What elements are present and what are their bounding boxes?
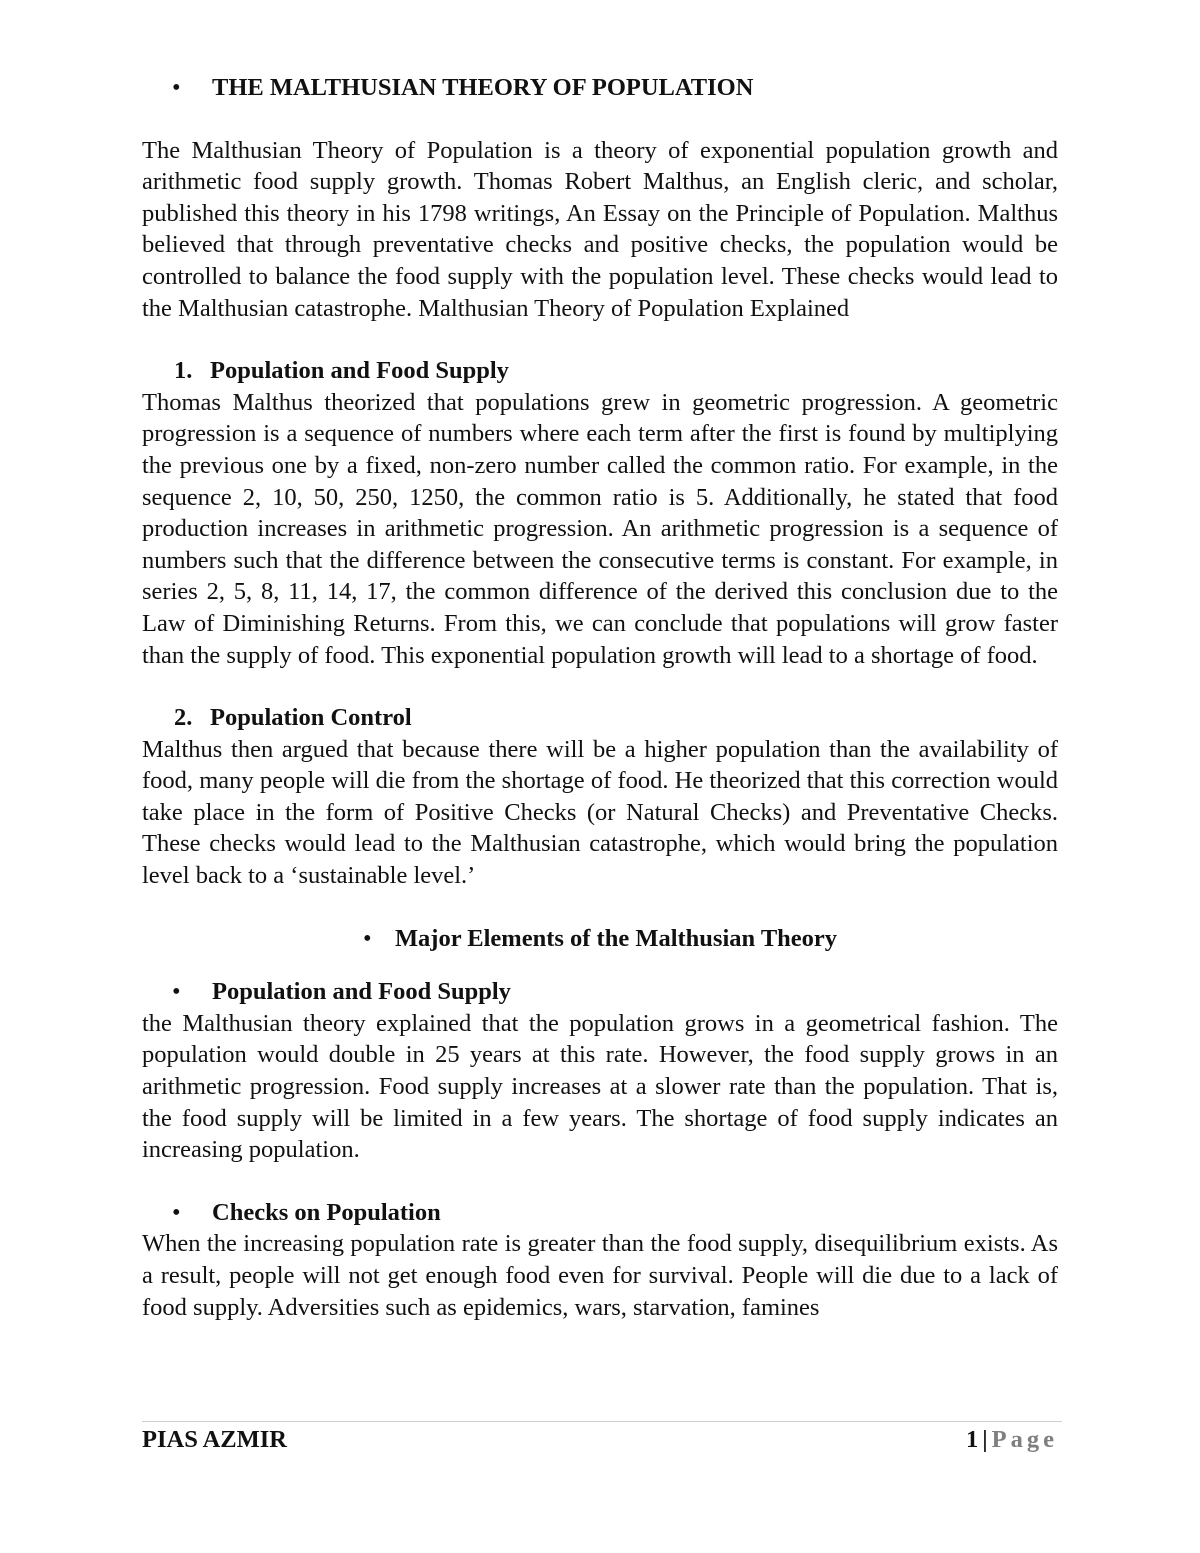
title-text: THE MALTHUSIAN THEORY OF POPULATION: [212, 74, 754, 101]
intro-paragraph: The Malthusian Theory of Population is a theory of exponential population growth and arithmetic food supply growth. Thomas Robert Malthus, an English cleric, and scholar, published this theory in his 1798 writings, An Essay on the Principle of Population. Malthus believed that through preventative checks and positive checks, the population would be controlled to balance the food supply with the population level. These checks would lead to the Malthusian catastrophe. Malthusian Theory of Population Explained: [142, 136, 1058, 322]
section-2-number: 2.: [174, 704, 193, 732]
footer-author: PIAS AZMIR: [142, 1426, 287, 1453]
section-2-title: Population Control: [210, 704, 412, 732]
element-2-paragraph: When the increasing population rate is greater than the food supply, disequilibrium exists. As a result, people will not get enough food even for survival. People will die due to a lack of food supply. Adversities such as epidemics, wars, starvation, famines: [142, 1230, 1058, 1321]
page-separator: |: [982, 1426, 988, 1453]
document-title: [142, 72, 1058, 104]
page-label: Page: [991, 1426, 1058, 1453]
document-body: [142, 72, 1058, 1323]
major-elements-heading: [142, 923, 1058, 955]
section-1-heading: [142, 355, 1058, 387]
page-footer: [142, 1426, 1058, 1454]
section-1-number: 1.: [174, 357, 193, 385]
major-elements-title: Major Elements of the Malthusian Theory: [394, 924, 838, 952]
section-1-title: Population and Food Supply: [210, 357, 509, 385]
page-number: 1: [966, 1426, 979, 1453]
element-1-heading: [142, 976, 1058, 1008]
footer-page-number: [966, 1426, 1058, 1454]
bullet-icon: •: [362, 924, 372, 952]
section-1-paragraph: Thomas Malthus theorized that populations grew in geometric progression. A geometric progression is a sequence of numbers where each term after the first is found by multiplying the previous one by a fixed, non-zero number called the common ratio. For example, in the sequence 2, 10, 50, 250, 1250, the common ratio is 5. Additionally, he stated that food production increases in arithmetic progression. An arithmetic progression is a sequence of numbers such that the difference between the consecutive terms is constant. For example, in series 2, 5, 8, 11, 14, 17, the common difference of the derived this conclusion due to the Law of Diminishing Returns. From this, we can conclude that populations will grow faster than the supply of food. This exponential population growth will lead to a shortage of food.: [142, 388, 1058, 669]
element-1-title: Population and Food Supply: [212, 978, 511, 1006]
element-2-heading: [142, 1197, 1058, 1229]
section-2-heading: [142, 702, 1058, 734]
bullet-icon: •: [172, 74, 181, 101]
bullet-icon: •: [172, 978, 181, 1006]
bullet-icon: •: [172, 1198, 181, 1226]
element-1-paragraph: the Malthusian theory explained that the population grows in a geometrical fashion. The population would double in 25 years at this rate. However, the food supply grows in an arithmetic progression. Food supply increases at a slower rate than the population. That is, the food supply will be limited in a few years. The shortage of food supply indicates an increasing population.: [142, 1009, 1058, 1164]
element-2-title: Checks on Population: [212, 1198, 441, 1226]
section-2-paragraph: Malthus then argued that because there will be a higher population than the availability of food, many people will die from the shortage of food. He theorized that this correction would take place in the form of Positive Checks (or Natural Checks) and Preventative Checks. These checks would lead to the Malthusian catastrophe, which would bring the population level back to a ‘sustainable level.’: [142, 735, 1058, 890]
footer-divider: [142, 1421, 1062, 1422]
